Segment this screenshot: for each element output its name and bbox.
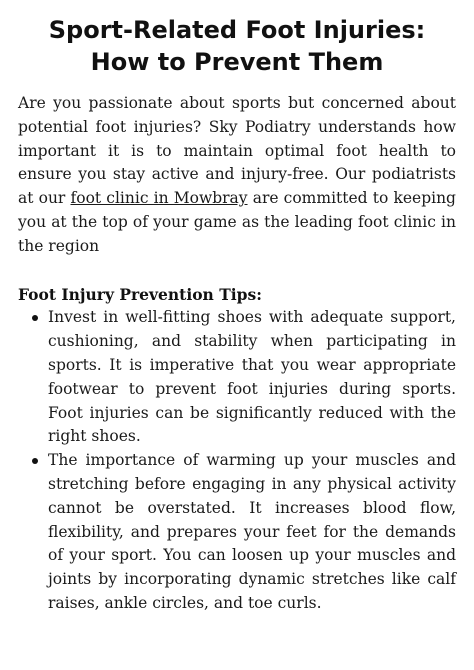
intro-text-after-link: are committed to keeping you at the top of your game as the leading foot clinic in the region [18,189,456,255]
tips-heading: Foot Injury Prevention Tips: [18,284,262,304]
intro-paragraph [18,92,456,259]
foot-clinic-link[interactable]: foot clinic in Mowbray [70,189,248,208]
tip-item-warm-up: The importance of warming up your muscles and stretching before engaging in any physical activity cannot be overstated. It increases blood flow, flexibility, and prepares your feet for the demands of your sport. You can loosen up your muscles and joints by incorporating dynamic stretches like calf raises, ankle circles, and toe curls. [48,449,456,616]
tips-list [18,306,456,615]
page-title: Sport-Related Foot Injuries: How to Prevent Them [48,16,426,76]
tip-item-footwear: Invest in well-fitting shoes with adequate support, cushioning, and stability when participating in sports. It is imperative that you wear appropriate footwear to prevent foot injuries during sports. Foot injuries can be significantly reduced with the right shoes. [48,306,456,449]
intro-text-before-link: Are you passionate about sports but concerned about potential foot injuries? Sky Podiatry understands how important it is to maintain optimal foot health to ensure you stay active and injury-free. Our podiatrists at our [18,94,456,208]
